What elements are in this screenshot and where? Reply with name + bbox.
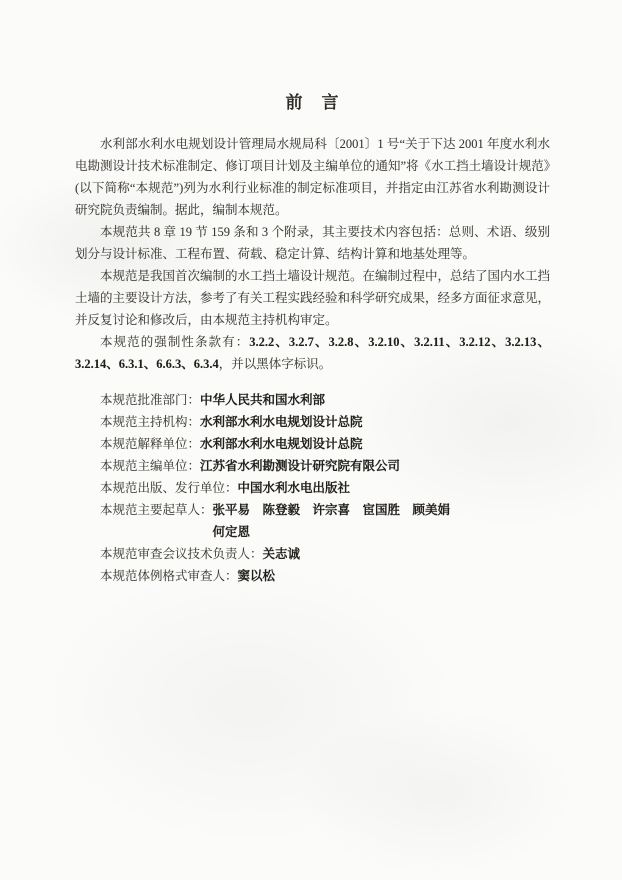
credit-row-publisher bbox=[100, 477, 550, 499]
credit-label: 本规范主要起草人： bbox=[100, 503, 213, 517]
credit-row-main-drafters bbox=[100, 499, 550, 543]
paragraph-background: 本规范是我国首次编制的水工挡土墙设计规范。在编制过程中，总结了国内水工挡土墙的主要设计方法，参考了有关工程实践经验和科学研究成果，经多方面征求意见，并反复讨论和修改后，由本规范主持机构审定。 bbox=[75, 269, 551, 327]
credit-value bbox=[213, 499, 451, 543]
paragraph-contents: 本规范共 8 章 19 节 159 条和 3 个附录，其主要技术内容包括：总则、术语、级别划分与设计标准、工程布置、荷载、稳定计算、结构计算和地基处理等。 bbox=[75, 225, 550, 261]
credit-row-approval-department bbox=[100, 389, 550, 411]
credit-value: 中国水利水电出版社 bbox=[237, 481, 351, 495]
credit-value: 中华人民共和国水利部 bbox=[200, 393, 326, 407]
page-title: 前 言 bbox=[285, 93, 340, 112]
credit-row-chief-editing-unit bbox=[100, 455, 550, 477]
credit-value: 水利部水利水电规划设计总院 bbox=[200, 415, 363, 429]
mandatory-clauses-prefix: 本规范的强制性条款有： bbox=[100, 335, 250, 349]
credit-row-review-technical-lead bbox=[100, 543, 550, 565]
credit-value: 水利部水利水电规划设计总院 bbox=[200, 437, 363, 451]
credit-label: 本规范主编单位： bbox=[100, 459, 201, 473]
credit-label: 本规范批准部门： bbox=[100, 393, 201, 407]
paragraph-mandatory-clauses bbox=[75, 331, 550, 375]
credit-label: 本规范主持机构： bbox=[100, 415, 201, 429]
credits-list bbox=[75, 389, 550, 587]
credit-label: 本规范审查会议技术负责人： bbox=[100, 547, 263, 561]
mandatory-clauses-numbers: 3.2.2、3.2.7、3.2.8、3.2.10、3.2.11、3.2.12、3.2.13、3.2.14、6.3.1、6.6.3、6.3.4 bbox=[75, 335, 550, 371]
credit-row-format-reviewer bbox=[100, 565, 550, 587]
credit-value: 关志诚 bbox=[262, 547, 301, 561]
credit-value: 窦以松 bbox=[237, 569, 276, 583]
drafters-line-1: 张平易 陈登毅 许宗喜 宦国胜 顾美娟 bbox=[212, 503, 451, 517]
mandatory-clauses-suffix: ，并以黑体字标识。 bbox=[218, 357, 332, 371]
paragraph-origin: 水利部水利水电规划设计管理局水规局科〔2001〕1 号“关于下达 2001 年度水利水电勘测设计技术标准制定、修订项目计划及主编单位的通知”将《水工挡土墙设计规范》(以下简称“本规范”)列为水利行业标准的制定标准项目，并指定由江苏省水利勘测设计研究院负责编制。据此，编制本规范。 bbox=[75, 137, 550, 217]
credit-row-host-organization bbox=[100, 411, 550, 433]
credit-label: 本规范体例格式审查人： bbox=[100, 569, 238, 583]
drafters-line-2: 何定恩 bbox=[212, 525, 251, 539]
credit-row-interpretation-unit bbox=[100, 433, 550, 455]
credit-value: 江苏省水利勘测设计研究院有限公司 bbox=[200, 459, 401, 473]
credit-label: 本规范解释单位： bbox=[100, 437, 201, 451]
credit-label: 本规范出版、发行单位： bbox=[100, 481, 238, 495]
